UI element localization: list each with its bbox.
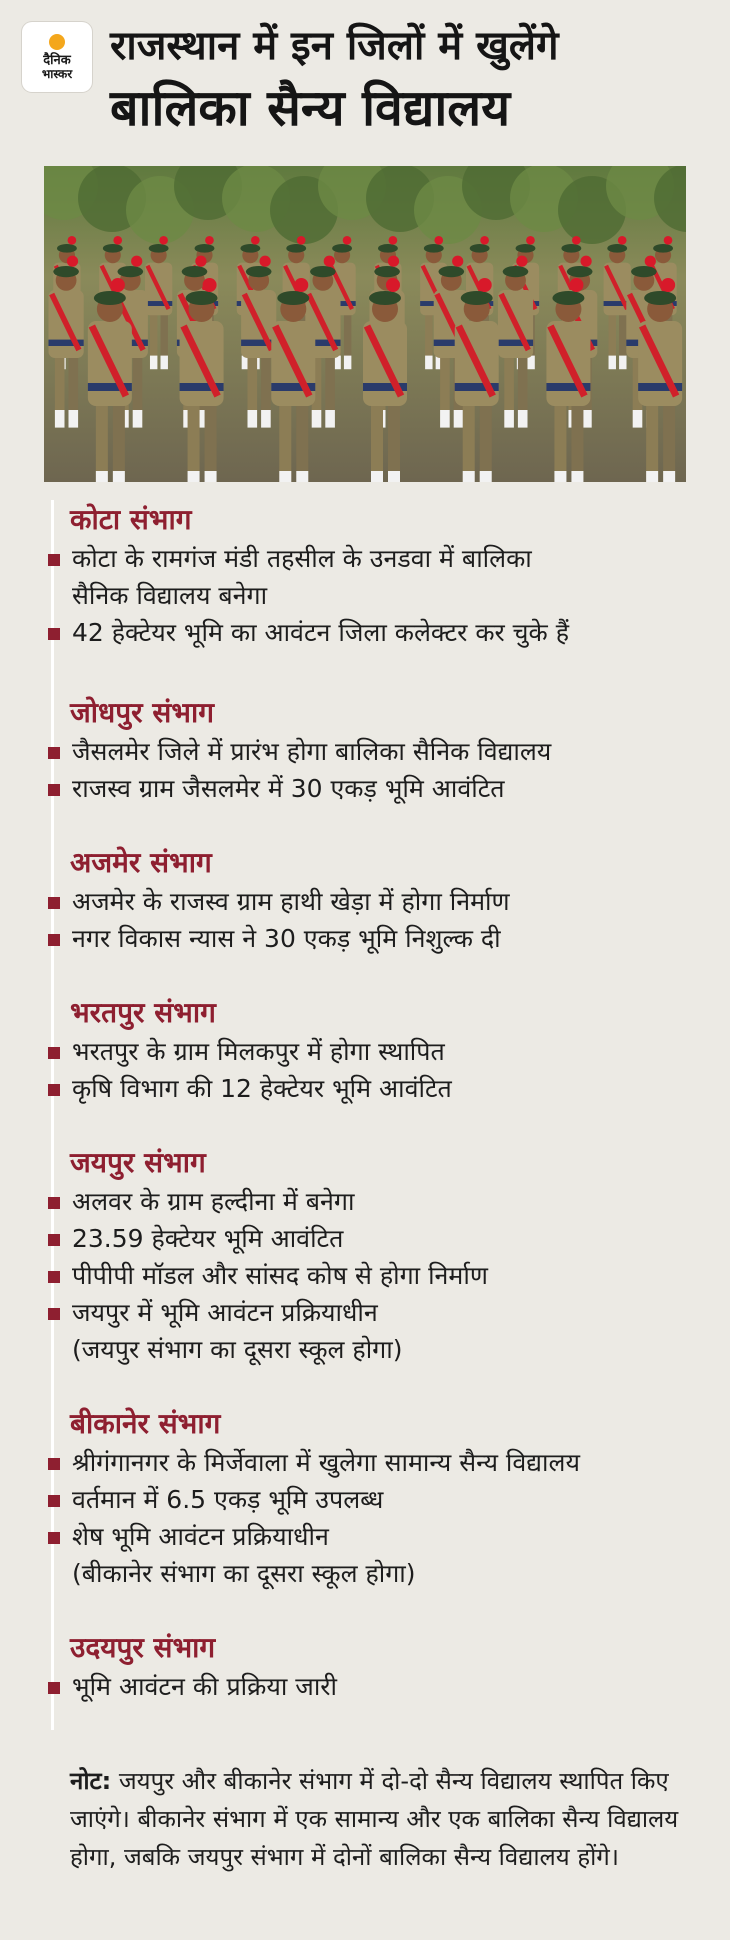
section <box>70 1143 730 1368</box>
bullet-list <box>70 540 730 651</box>
square-bullet-icon <box>48 1271 60 1283</box>
square-bullet-icon <box>48 1495 60 1507</box>
logo-line-2: भास्कर <box>41 66 73 81</box>
section-title: कोटा संभाग <box>70 503 192 536</box>
item-text-continued: (जयपुर संभाग का दूसरा स्कूल होगा) <box>72 1335 403 1364</box>
section <box>70 1404 730 1592</box>
list-item <box>70 1033 730 1070</box>
list-item <box>70 1220 730 1257</box>
bullet-list <box>70 1033 730 1107</box>
bullet-list <box>70 1183 730 1368</box>
item-text: भरतपुर के ग्राम मिलकपुर में होगा स्थापित <box>72 1037 445 1066</box>
list-item <box>70 1518 730 1592</box>
section <box>70 1628 730 1705</box>
item-text: कृषि विभाग की 12 हेक्टेयर भूमि आवंटित <box>72 1074 452 1103</box>
item-text: राजस्व ग्राम जैसलमेर में 30 एकड़ भूमि आवंटित <box>72 774 505 803</box>
item-text: जयपुर में भूमि आवंटन प्रक्रियाधीन <box>72 1298 378 1327</box>
list-item <box>70 1481 730 1518</box>
list-item <box>70 1257 730 1294</box>
section-title: बीकानेर संभाग <box>70 1407 221 1440</box>
section-title: भरतपुर संभाग <box>70 996 216 1029</box>
list-item <box>70 1294 730 1368</box>
brand-logo[interactable] <box>22 22 92 92</box>
list-item <box>70 1070 730 1107</box>
square-bullet-icon <box>48 1197 60 1209</box>
list-item <box>70 920 730 957</box>
list-item <box>70 1668 730 1705</box>
header <box>0 0 730 160</box>
square-bullet-icon <box>48 784 60 796</box>
list-item <box>70 614 730 651</box>
list-item <box>70 1444 730 1481</box>
square-bullet-icon <box>48 1458 60 1470</box>
cadets-marching-photo <box>44 166 686 482</box>
square-bullet-icon <box>48 897 60 909</box>
square-bullet-icon <box>48 1532 60 1544</box>
footnote <box>70 1762 710 1876</box>
list-item <box>70 733 730 770</box>
item-text: 42 हेक्टेयर भूमि का आवंटन जिला कलेक्टर कर चुके हैं <box>72 618 569 647</box>
item-text: नगर विकास न्यास ने 30 एकड़ भूमि निशुल्क दी <box>72 924 501 953</box>
sun-icon <box>49 34 65 50</box>
title-line-1: राजस्थान में इन जिलों में खुलेंगे <box>110 23 559 69</box>
item-text: 23.59 हेक्टेयर भूमि आवंटित <box>72 1224 344 1253</box>
item-text-continued: (बीकानेर संभाग का दूसरा स्कूल होगा) <box>72 1559 416 1588</box>
section <box>70 993 730 1107</box>
bullet-list <box>70 883 730 957</box>
square-bullet-icon <box>48 1084 60 1096</box>
square-bullet-icon <box>48 1047 60 1059</box>
square-bullet-icon <box>48 1308 60 1320</box>
logo-line-1: दैनिक <box>43 52 71 68</box>
page-title <box>110 18 710 142</box>
item-text: श्रीगंगानगर के मिर्जेवाला में खुलेगा सामान्य सैन्य विद्यालय <box>72 1448 580 1477</box>
square-bullet-icon <box>48 747 60 759</box>
section-title: जयपुर संभाग <box>70 1146 206 1179</box>
item-text: अलवर के ग्राम हल्दीना में बनेगा <box>72 1187 355 1216</box>
list-item <box>70 540 730 614</box>
square-bullet-icon <box>48 1234 60 1246</box>
section <box>70 500 730 651</box>
item-text: वर्तमान में 6.5 एकड़ भूमि उपलब्ध <box>72 1485 384 1514</box>
section-title: अजमेर संभाग <box>70 846 212 879</box>
item-text: पीपीपी मॉडल और सांसद कोष से होगा निर्माण <box>72 1261 488 1290</box>
item-text-continued: सैनिक विद्यालय बनेगा <box>72 581 268 610</box>
section-title: उदयपुर संभाग <box>70 1631 216 1664</box>
item-text: भूमि आवंटन की प्रक्रिया जारी <box>72 1672 337 1701</box>
item-text: कोटा के रामगंज मंडी तहसील के उनडवा में बालिका <box>72 544 532 573</box>
section <box>70 843 730 957</box>
list-item <box>70 770 730 807</box>
square-bullet-icon <box>48 554 60 566</box>
note-label: नोट: <box>70 1767 112 1795</box>
note-text: जयपुर और बीकानेर संभाग में दो-दो सैन्य विद्यालय स्थापित किए जाएंगे। बीकानेर संभाग में एक सामान्य और एक बालिका सैन्य विद्यालय होगा, जबकि जयपुर संभाग में दोनों बालिका सैन्य विद्यालय होंगे। <box>70 1767 679 1871</box>
list-item <box>70 883 730 920</box>
bullet-list <box>70 1668 730 1705</box>
item-text: अजमेर के राजस्व ग्राम हाथी खेड़ा में होगा निर्माण <box>72 887 510 916</box>
square-bullet-icon <box>48 628 60 640</box>
bullet-list <box>70 1444 730 1592</box>
item-text: जैसलमेर जिले में प्रारंभ होगा बालिका सैनिक विद्यालय <box>72 737 552 766</box>
bullet-list <box>70 733 730 807</box>
square-bullet-icon <box>48 934 60 946</box>
square-bullet-icon <box>48 1682 60 1694</box>
list-item <box>70 1183 730 1220</box>
section-title: जोधपुर संभाग <box>70 696 214 729</box>
section <box>70 693 730 807</box>
sections-list <box>0 500 730 1705</box>
title-line-2: बालिका सैन्य विद्यालय <box>110 79 511 137</box>
item-text: शेष भूमि आवंटन प्रक्रियाधीन <box>72 1522 329 1551</box>
